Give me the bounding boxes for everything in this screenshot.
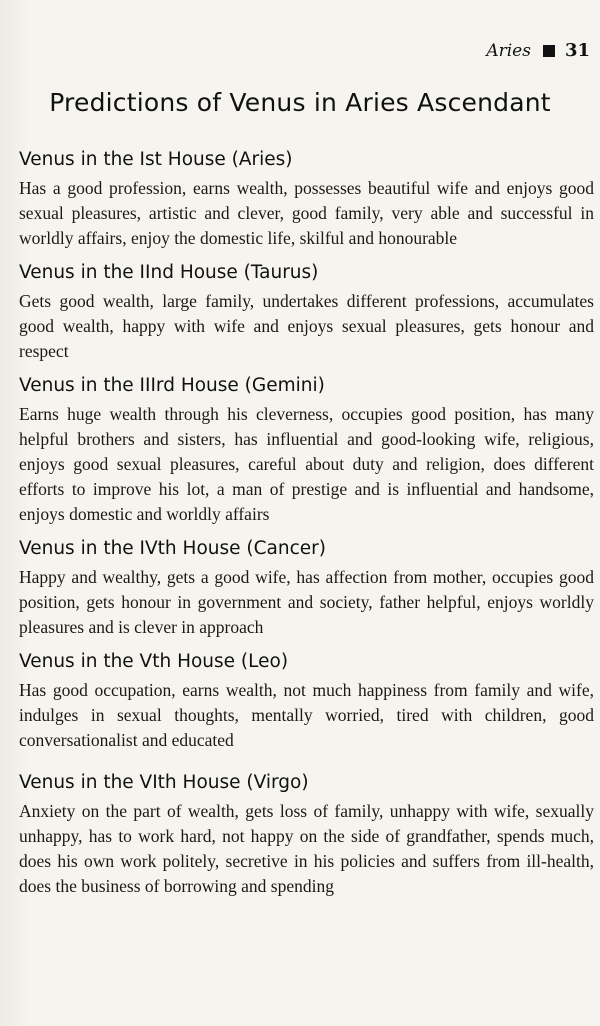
section-heading: Venus in the Vth House (Leo) bbox=[19, 651, 289, 672]
page-title: Predictions of Venus in Aries Ascendant bbox=[49, 88, 551, 117]
running-header bbox=[486, 40, 590, 61]
section-house-6 bbox=[19, 771, 594, 899]
page-number: 31 bbox=[564, 40, 590, 61]
section-heading: Venus in the VIth House (Virgo) bbox=[19, 772, 309, 793]
section-house-3 bbox=[19, 374, 594, 527]
square-bullet-icon bbox=[543, 45, 555, 57]
section-house-2 bbox=[19, 261, 594, 364]
section-body: Anxiety on the part of wealth, gets loss of family, unhappy with wife, sexually unhappy, has to work hard, not happy on the side of grandfather, spends much, does his own work politely, secretive in his policies and suffers from ill-health, does the business of borrowing and spending bbox=[19, 801, 594, 896]
section-house-1 bbox=[19, 148, 594, 251]
section-body: Happy and wealthy, gets a good wife, has affection from mother, occupies good position, gets honour in government and society, father helpful, enjoys worldly pleasures and is clever in approach bbox=[19, 567, 594, 637]
page-content bbox=[19, 148, 594, 899]
section-heading: Venus in the IIIrd House (Gemini) bbox=[19, 375, 325, 396]
section-heading: Venus in the Ist House (Aries) bbox=[19, 149, 293, 170]
section-heading: Venus in the IVth House (Cancer) bbox=[19, 538, 326, 559]
section-body: Has a good profession, earns wealth, possesses beautiful wife and enjoys good sexual pleasures, artistic and clever, good family, very able and successful in worldly affairs, enjoy the domestic life, skilful and honourable bbox=[19, 178, 594, 248]
section-house-4 bbox=[19, 537, 594, 640]
section-body: Gets good wealth, large family, undertakes different professions, accumulates good wealth, happy with wife and enjoys sexual pleasures, gets honour and respect bbox=[19, 291, 594, 361]
section-body: Has good occupation, earns wealth, not much happiness from family and wife, indulges in sexual thoughts, mentally worried, tired with children, good conversationalist and educated bbox=[19, 680, 594, 750]
section-house-5 bbox=[19, 650, 594, 753]
section-heading: Venus in the IInd House (Taurus) bbox=[19, 262, 319, 283]
running-header-chapter: Aries bbox=[486, 40, 531, 61]
section-body: Earns huge wealth through his cleverness, occupies good position, has many helpful brothers and sisters, has influential and good-looking wife, religious, enjoys good sexual pleasures, careful about duty and religion, does different efforts to improve his lot, a man of prestige and is influential and handsome, enjoys domestic and worldly affairs bbox=[19, 404, 594, 524]
